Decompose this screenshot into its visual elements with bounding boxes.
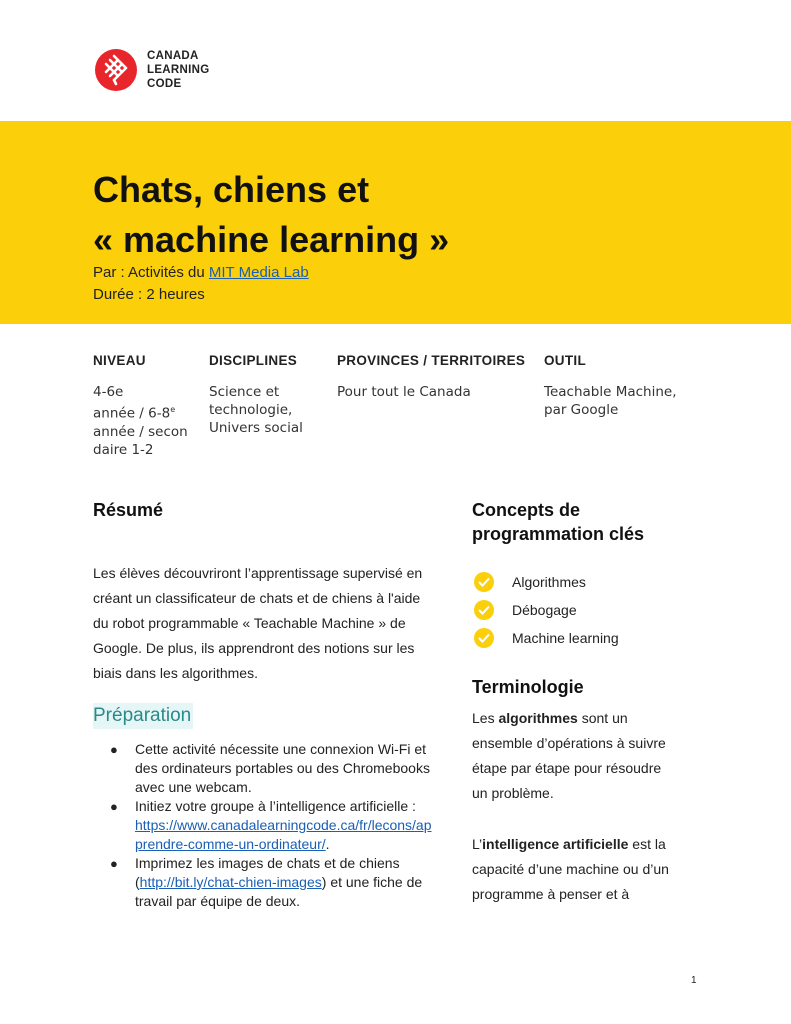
item-line [135, 816, 432, 835]
check-icon [474, 628, 494, 648]
niveau-text: année / 6-8 [93, 405, 171, 422]
meta-disciplines [209, 353, 303, 437]
resume-line: Les élèves découvriront l’apprentissage supervisé en [93, 565, 423, 581]
resume-heading: Résumé [93, 500, 164, 520]
term-bold: algorithmes [498, 710, 578, 726]
provinces-line: Pour tout le Canada [337, 384, 471, 400]
disciplines-heading: DISCIPLINES [209, 353, 298, 368]
meta-niveau [93, 353, 188, 459]
meta-provinces [337, 353, 525, 401]
item-line: avec une webcam. [135, 779, 252, 795]
concept-label: Algorithmes [512, 574, 586, 590]
term-line: ensemble d’opérations à suivre [472, 735, 666, 751]
author-line [93, 262, 309, 284]
lesson-link[interactable]: https://www.canadalearningcode.ca/fr/lecons/ap [135, 817, 432, 833]
bullet-icon: ● [110, 742, 118, 757]
niveau-superscript: e [170, 405, 176, 414]
term-line: programme à penser et à [472, 886, 630, 902]
concepts-heading-line: programmation clés [472, 524, 645, 544]
outil-value [544, 383, 677, 419]
concept-item [474, 568, 619, 596]
niveau-line: année / secon [93, 423, 188, 440]
niveau-line: 4-6e [93, 384, 124, 400]
list-item [93, 854, 432, 911]
term-line: un problème. [472, 785, 554, 801]
term-bold: intelligence artificielle [482, 836, 629, 852]
niveau-heading: NIVEAU [93, 353, 146, 368]
page-number: 1 [691, 975, 697, 986]
term-text: Les [472, 710, 499, 726]
term-line: étape par étape pour résoudre [472, 760, 662, 776]
item-line [135, 835, 432, 854]
disciplines-value [209, 383, 303, 437]
niveau-line [93, 401, 188, 423]
disciplines-line: Science et [209, 384, 280, 400]
item-suffix: . [325, 836, 330, 852]
terminologie-paragraph-1 [472, 706, 666, 806]
item-line: Imprimez les images de chats et de chiens [135, 855, 400, 871]
logo-line: CANADA [147, 50, 199, 62]
niveau-value [93, 383, 188, 459]
outil-line: Teachable Machine, [544, 384, 677, 400]
term-text: est la [628, 836, 666, 852]
provinces-heading: PROVINCES / TERRITOIRES [337, 353, 526, 368]
resume-line: biais dans les algorithmes. [93, 665, 258, 681]
resume-paragraph [93, 561, 422, 686]
preparation-heading: Préparation [93, 703, 193, 729]
concept-label: Débogage [512, 602, 577, 618]
concept-label: Machine learning [512, 630, 619, 646]
title-line: « machine learning » [93, 219, 450, 260]
niveau-line: daire 1-2 [93, 441, 154, 458]
preparation-list [93, 740, 432, 911]
disciplines-line: technologie, [209, 402, 293, 418]
term-text: L’ [472, 836, 483, 852]
mit-media-lab-link[interactable]: MIT Media Lab [208, 264, 309, 281]
term-line [472, 832, 669, 857]
term-line [472, 706, 666, 731]
disciplines-line: Univers social [209, 420, 303, 436]
logo-text [147, 49, 209, 91]
terminologie-heading: Terminologie [472, 677, 584, 697]
list-item [93, 740, 432, 797]
resume-line: créant un classificateur de chats et de chiens à l'aide [93, 590, 421, 606]
term-text: sont un [577, 710, 628, 726]
page-title [93, 165, 449, 265]
title-line: Chats, chiens et [93, 169, 370, 210]
resume-line: Google. De plus, ils apprendront des notions sur les [93, 640, 415, 656]
logo-line: LEARNING [147, 64, 210, 76]
term-line: capacité d’une machine ou d’un [472, 861, 669, 877]
item-line [135, 873, 432, 892]
lesson-link-continued[interactable]: prendre-comme-un-ordinateur/ [135, 836, 326, 852]
outil-line: par Google [544, 402, 619, 418]
outil-heading: OUTIL [544, 353, 586, 368]
byline [93, 262, 309, 306]
item-line: Initiez votre groupe à l’intelligence artificielle : [135, 798, 416, 814]
item-text: ) et une fiche de [321, 874, 423, 890]
check-icon [474, 600, 494, 620]
concepts-heading-line: Concepts de [472, 500, 581, 520]
bullet-icon: ● [110, 799, 118, 814]
terminologie-paragraph-2 [472, 832, 669, 907]
duration-line: Durée : 2 heures [93, 286, 205, 303]
item-line: Cette activité nécessite une connexion Wi-Fi et [135, 741, 427, 757]
item-line: des ordinateurs portables ou des Chromebooks [135, 760, 430, 776]
resume-line: du robot programmable « Teachable Machine » de [93, 615, 406, 631]
logo-mark-icon [95, 49, 137, 91]
bullet-icon: ● [110, 856, 118, 871]
item-line: travail par équipe de deux. [135, 893, 300, 909]
paren: ( [135, 874, 140, 890]
concepts-list [474, 568, 619, 652]
canada-learning-code-logo [95, 49, 209, 91]
logo-line: CODE [147, 78, 182, 90]
provinces-value [337, 383, 525, 401]
check-icon [474, 572, 494, 592]
author-prefix: Par : Activités du [93, 264, 209, 281]
concepts-heading [472, 498, 644, 546]
concept-item [474, 596, 619, 624]
images-link[interactable]: http://bit.ly/chat-chien-images [139, 874, 322, 890]
list-item [93, 797, 432, 854]
meta-outil [544, 353, 677, 419]
concept-item [474, 624, 619, 652]
